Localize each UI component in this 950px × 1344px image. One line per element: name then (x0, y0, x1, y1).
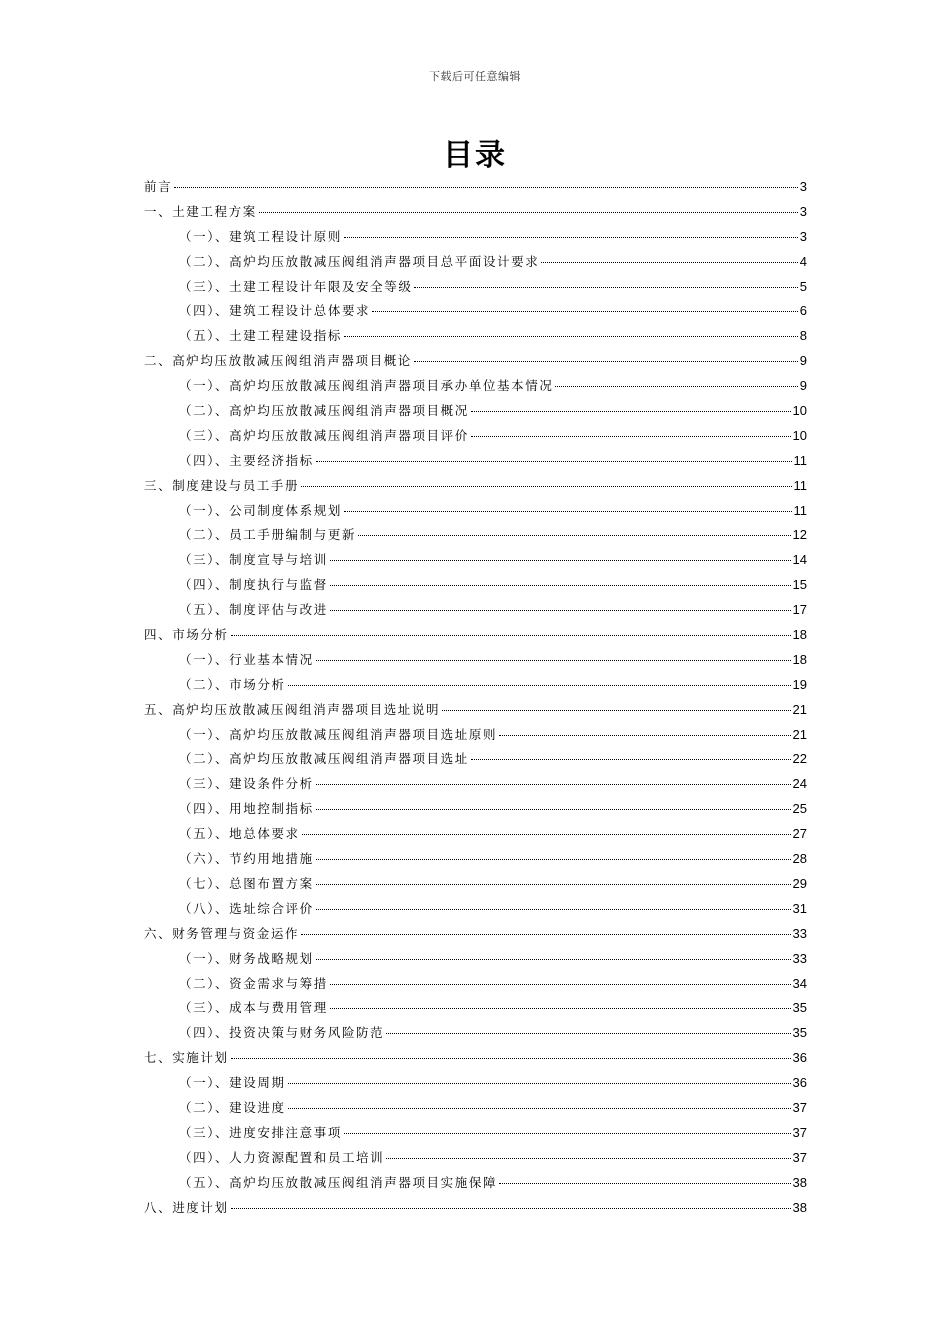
toc-entry-page-number: 36 (792, 1075, 807, 1091)
toc-entry-section[interactable] (144, 623, 807, 648)
toc-dot-leader (499, 734, 790, 736)
toc-entry-subsection[interactable] (144, 374, 807, 399)
toc-entry-label: （八）、选址综合评价 (179, 900, 314, 916)
toc-entry-subsection[interactable] (144, 897, 807, 922)
toc-dot-leader (541, 261, 797, 263)
toc-entry-page-number: 34 (792, 975, 807, 991)
toc-dot-leader (316, 908, 791, 910)
toc-entry-page-number: 35 (792, 1025, 807, 1041)
toc-dot-leader (316, 783, 791, 785)
toc-dot-leader (231, 1207, 791, 1209)
toc-entry-subsection[interactable] (144, 548, 807, 573)
toc-dot-leader (344, 510, 792, 512)
toc-dot-leader (386, 1157, 790, 1159)
toc-dot-leader (471, 758, 791, 760)
toc-entry-label: 八、进度计划 (144, 1199, 229, 1215)
toc-entry-label: （二）、建设进度 (179, 1099, 286, 1115)
toc-entry-subsection[interactable] (144, 723, 807, 748)
toc-entry-page-number: 36 (792, 1050, 807, 1066)
toc-dot-leader (316, 659, 791, 661)
toc-entry-label: （二）、员工手册编制与更新 (179, 527, 357, 543)
toc-entry-label: （一）、行业基本情况 (179, 651, 314, 667)
toc-entry-label: （三）、高炉均压放散减压阀组消声器项目评价 (179, 427, 469, 443)
toc-entry-page-number: 12 (792, 527, 807, 543)
toc-entry-label: （四）、用地控制指标 (179, 801, 314, 817)
toc-entry-label: （二）、高炉均压放散减压阀组消声器项目选址 (179, 751, 469, 767)
toc-entry-label: 七、实施计划 (144, 1050, 229, 1066)
toc-entry-subsection[interactable] (144, 225, 807, 250)
toc-entry-page-number: 21 (792, 701, 807, 717)
toc-entry-subsection[interactable] (144, 299, 807, 324)
toc-entry-page-number: 37 (792, 1124, 807, 1140)
toc-dot-leader (301, 485, 791, 487)
toc-entry-label: 前言 (144, 179, 173, 194)
toc-dot-leader (555, 385, 797, 387)
toc-entry-label: （一）、财务战略规划 (179, 950, 314, 966)
toc-entry-label: 四、市场分析 (144, 627, 229, 643)
toc-entry-page-number: 15 (792, 577, 807, 593)
toc-entry-page-number: 18 (792, 627, 807, 643)
toc-entry-subsection[interactable] (144, 972, 807, 997)
toc-entry-subsection[interactable] (144, 324, 807, 349)
toc-entry-page-number: 33 (792, 925, 807, 941)
toc-entry-page-number: 19 (792, 676, 807, 692)
toc-entry-page-number: 31 (792, 900, 807, 916)
toc-entry-page-number: 37 (792, 1149, 807, 1165)
toc-entry-subsection[interactable] (144, 399, 807, 424)
toc-dot-leader (344, 335, 798, 337)
toc-dot-leader (316, 958, 791, 960)
toc-entry-page-number: 10 (792, 403, 807, 419)
toc-entry-label: （二）、高炉均压放散减压阀组消声器项目概况 (179, 403, 469, 419)
toc-entry-section[interactable] (144, 175, 807, 200)
toc-entry-page-number: 8 (799, 328, 807, 344)
toc-dot-leader (471, 435, 791, 437)
toc-dot-leader (442, 709, 790, 711)
toc-entry-subsection[interactable] (144, 275, 807, 300)
toc-entry-page-number: 14 (792, 552, 807, 568)
toc-entry-page-number: 22 (792, 751, 807, 767)
toc-entry-page-number: 6 (799, 303, 807, 319)
toc-entry-section[interactable] (144, 922, 807, 947)
toc-entry-label: （四）、建筑工程设计总体要求 (179, 303, 371, 319)
toc-entry-label: （七）、总图布置方案 (179, 875, 314, 891)
toc-entry-label: （四）、投资决策与财务风险防范 (179, 1025, 385, 1041)
toc-entry-section[interactable] (144, 698, 807, 723)
toc-entry-label: 五、高炉均压放散减压阀组消声器项目选址说明 (144, 701, 441, 717)
toc-entry-subsection[interactable] (144, 1171, 807, 1196)
toc-entry-subsection[interactable] (144, 523, 807, 548)
toc-entry-subsection[interactable] (144, 598, 807, 623)
toc-entry-page-number: 5 (799, 278, 807, 294)
toc-entry-subsection[interactable] (144, 847, 807, 872)
toc-dot-leader (302, 833, 791, 835)
toc-entry-subsection[interactable] (144, 449, 807, 474)
toc-entry-page-number: 11 (793, 452, 807, 468)
toc-dot-leader (174, 186, 798, 188)
toc-entry-label: （四）、制度执行与监督 (179, 577, 328, 593)
toc-entry-section[interactable] (144, 1046, 807, 1071)
toc-entry-label: （一）、高炉均压放散减压阀组消声器项目承办单位基本情况 (179, 378, 554, 394)
toc-entry-page-number: 21 (792, 726, 807, 742)
toc-entry-subsection[interactable] (144, 573, 807, 598)
toc-entry-label: （一）、建设周期 (179, 1075, 286, 1091)
toc-dot-leader (301, 933, 790, 935)
toc-entry-page-number: 3 (799, 203, 807, 219)
toc-entry-page-number: 10 (792, 427, 807, 443)
toc-entry-page-number: 38 (792, 1199, 807, 1215)
toc-dot-leader (372, 310, 798, 312)
toc-entry-label: （三）、制度宣导与培训 (179, 552, 328, 568)
toc-dot-leader (330, 559, 791, 561)
toc-entry-label: （三）、进度安排注意事项 (179, 1124, 342, 1140)
toc-entry-subsection[interactable] (144, 250, 807, 275)
toc-entry-label: （二）、高炉均压放散减压阀组消声器项目总平面设计要求 (179, 253, 540, 269)
toc-entry-page-number: 27 (792, 826, 807, 842)
toc-entry-label: （五）、土建工程建设指标 (179, 328, 342, 344)
toc-dot-leader (288, 684, 791, 686)
toc-entry-label: （三）、土建工程设计年限及安全等级 (179, 278, 413, 294)
toc-dot-leader (288, 1082, 791, 1084)
toc-dot-leader (316, 460, 792, 462)
toc-dot-leader (316, 808, 791, 810)
toc-entry-label: （五）、地总体要求 (179, 826, 300, 842)
toc-title: 目录 (443, 138, 507, 173)
toc-entry-subsection[interactable] (144, 673, 807, 698)
toc-entry-subsection[interactable] (144, 1021, 807, 1046)
toc-dot-leader (499, 1182, 790, 1184)
toc-entry-label: 三、制度建设与员工手册 (144, 477, 300, 493)
toc-entry-page-number: 29 (792, 875, 807, 891)
toc-entry-page-number: 11 (793, 502, 807, 518)
toc-dot-leader (288, 1107, 791, 1109)
toc-entry-page-number: 25 (792, 801, 807, 817)
toc-dot-leader (231, 1057, 791, 1059)
toc-entry-label: （一）、高炉均压放散减压阀组消声器项目选址原则 (179, 726, 498, 742)
toc-entry-page-number: 37 (792, 1099, 807, 1115)
toc-dot-leader (316, 858, 791, 860)
toc-entry-label: （三）、成本与费用管理 (179, 1000, 328, 1016)
toc-entry-section[interactable] (144, 349, 807, 374)
toc-entry-section[interactable] (144, 200, 807, 225)
toc-entry-label: 一、土建工程方案 (144, 203, 257, 219)
toc-dot-leader (259, 211, 798, 213)
toc-dot-leader (231, 634, 791, 636)
toc-list (144, 175, 807, 1220)
toc-dot-leader (344, 236, 798, 238)
toc-dot-leader (414, 360, 798, 362)
toc-entry-subsection[interactable] (144, 1121, 807, 1146)
toc-entry-subsection[interactable] (144, 1071, 807, 1096)
toc-dot-leader (330, 983, 791, 985)
toc-entry-label: （二）、市场分析 (179, 676, 286, 692)
toc-entry-label: （一）、建筑工程设计原则 (179, 228, 342, 244)
toc-entry-subsection[interactable] (144, 747, 807, 772)
toc-entry-page-number: 3 (799, 228, 807, 244)
toc-entry-page-number: 9 (799, 353, 807, 369)
toc-entry-page-number: 38 (792, 1174, 807, 1190)
toc-entry-subsection[interactable] (144, 772, 807, 797)
toc-entry-subsection[interactable] (144, 1146, 807, 1171)
toc-entry-label: （四）、主要经济指标 (179, 452, 314, 468)
toc-entry-subsection[interactable] (144, 797, 807, 822)
toc-entry-page-number: 11 (793, 477, 807, 493)
toc-entry-subsection[interactable] (144, 499, 807, 524)
toc-entry-subsection[interactable] (144, 822, 807, 847)
toc-dot-leader (471, 410, 791, 412)
toc-entry-subsection[interactable] (144, 1096, 807, 1121)
toc-dot-leader (316, 883, 791, 885)
toc-entry-label: 六、财务管理与资金运作 (144, 925, 300, 941)
toc-entry-page-number: 35 (792, 1000, 807, 1016)
toc-entry-label: 二、高炉均压放散减压阀组消声器项目概论 (144, 353, 412, 369)
toc-entry-page-number: 17 (792, 602, 807, 618)
toc-entry-subsection[interactable] (144, 424, 807, 449)
header-note: 下载后可任意编辑 (429, 70, 521, 83)
toc-entry-label: （二）、资金需求与筹措 (179, 975, 328, 991)
toc-dot-leader (330, 584, 791, 586)
toc-entry-page-number: 28 (792, 851, 807, 867)
toc-entry-page-number: 24 (792, 776, 807, 792)
toc-entry-subsection[interactable] (144, 947, 807, 972)
toc-entry-label: （六）、节约用地措施 (179, 851, 314, 867)
toc-dot-leader (344, 1132, 791, 1134)
toc-dot-leader (414, 286, 797, 288)
toc-entry-page-number: 18 (792, 651, 807, 667)
toc-entry-subsection[interactable] (144, 648, 807, 673)
toc-entry-label: （一）、公司制度体系规划 (179, 502, 342, 518)
toc-dot-leader (330, 1007, 791, 1009)
toc-entry-page-number: 9 (799, 378, 807, 394)
toc-entry-page-number: 4 (799, 253, 807, 269)
toc-entry-page-number: 33 (792, 950, 807, 966)
toc-entry-label: （四）、人力资源配置和员工培训 (179, 1149, 385, 1165)
toc-entry-page-number: 3 (799, 179, 807, 194)
toc-entry-subsection[interactable] (144, 872, 807, 897)
toc-dot-leader (358, 534, 790, 536)
toc-entry-section[interactable] (144, 474, 807, 499)
toc-entry-subsection[interactable] (144, 996, 807, 1021)
toc-entry-section[interactable] (144, 1196, 807, 1221)
toc-entry-label: （三）、建设条件分析 (179, 776, 314, 792)
toc-dot-leader (330, 609, 791, 611)
toc-entry-label: （五）、高炉均压放散减压阀组消声器项目实施保障 (179, 1174, 498, 1190)
toc-dot-leader (386, 1032, 790, 1034)
toc-entry-label: （五）、制度评估与改进 (179, 602, 328, 618)
